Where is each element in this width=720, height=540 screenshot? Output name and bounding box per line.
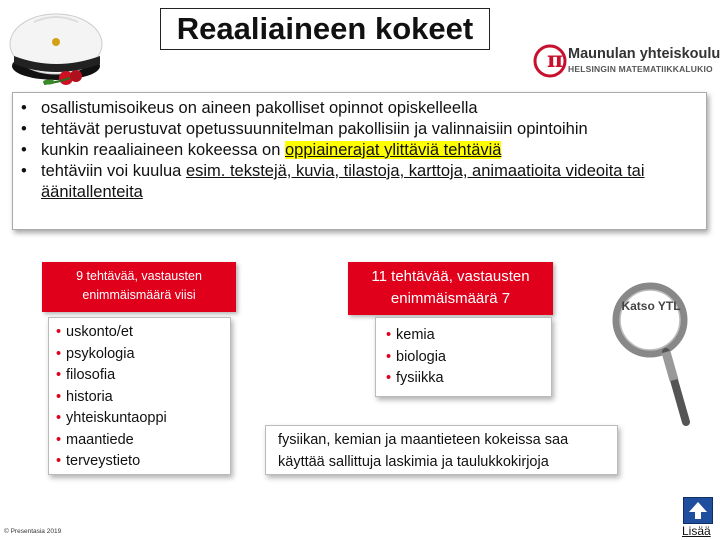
highlighted-text: oppiainerajat ylittäviä tehtäviä: [285, 141, 502, 159]
list-item: • uskonto/et: [56, 322, 230, 344]
copyright-text: © Presentasia 2019: [4, 528, 62, 535]
calculator-note: fysiikan, kemian ja maantieteen kokeissa saa käyttää sallittuja laskimia ja taulukkokirjoja: [265, 425, 618, 475]
magnifier-label: Katso YTL: [621, 299, 681, 313]
list-item: • maantiede: [56, 430, 230, 452]
list-item: • psykologia: [56, 344, 230, 366]
list-item: • yhteiskuntaoppi: [56, 408, 230, 430]
list-item: • filosofia: [56, 365, 230, 387]
list-item: • historia: [56, 387, 230, 409]
bullet-item: • tehtäviin voi kuulua esim. tekstejä, kuvia, tilastoja, karttoja, animaatioita videoita tai äänitallenteita: [13, 161, 706, 203]
bullet-item: • tehtävät perustuvat opetussuunnitelman pakollisiin ja valinnaisiin opintoihin: [13, 119, 706, 140]
page-title: Reaaliaineen kokeet: [160, 8, 490, 50]
group1-subject-list: [48, 317, 231, 475]
list-item: • biologia: [386, 347, 551, 369]
group2-heading: 11 tehtävää, vastausten enimmäismäärä 7: [348, 262, 553, 315]
more-icon[interactable]: [683, 497, 713, 524]
group2-subject-list: [375, 317, 552, 397]
bullet-item: • osallistumisoikeus on aineen pakolliset opinnot opiskelleella: [13, 98, 706, 119]
list-item: • terveystieto: [56, 451, 230, 473]
bullet-item: • kunkin reaaliaineen kokeessa on oppiainerajat ylittäviä tehtäviä: [13, 140, 706, 161]
group1-heading: 9 tehtävää, vastausten enimmäismäärä viisi: [42, 262, 236, 312]
graduation-cap-image: [4, 4, 114, 92]
logo-subtitle: HELSINGIN MATEMATIIKKALUKIO: [568, 64, 713, 74]
more-link[interactable]: Lisää: [682, 524, 711, 538]
logo-name: Maunulan yhteiskoulu: [568, 46, 720, 62]
pi-icon: π: [546, 47, 564, 73]
list-item: • fysiikka: [386, 368, 551, 390]
list-item: • kemia: [386, 325, 551, 347]
underlined-link[interactable]: esim. tekstejä, kuvia, tilastoja, karttoja, animaatioita videoita tai äänitallenteita: [41, 162, 645, 201]
requirements-box: [12, 92, 707, 230]
